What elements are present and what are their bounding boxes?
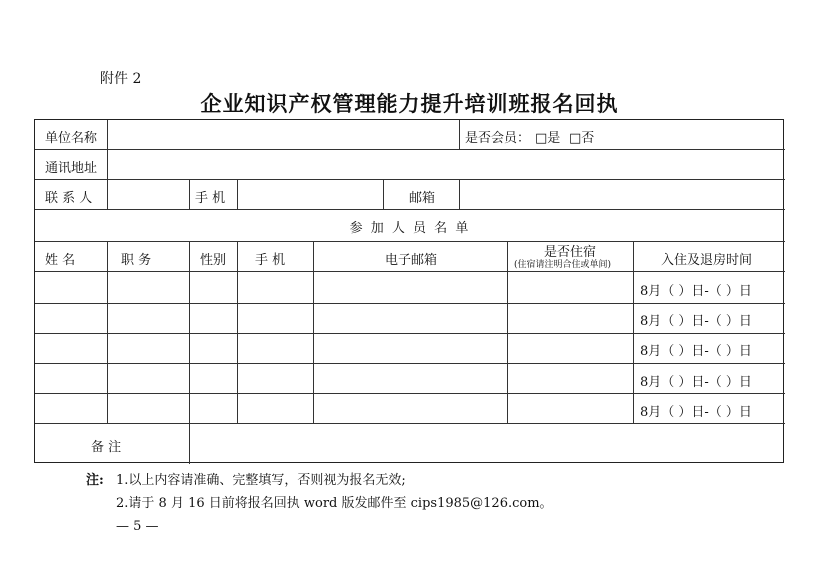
member-yes-checkbox[interactable]: □是 [535, 131, 561, 146]
checkin-dates-cell: 8月（ ）日-（ ）日 [640, 405, 752, 420]
note-line-2: 2.请于 8 月 16 日前将报名回执 word 版发邮件至 cips1985@126.com。 [116, 496, 553, 511]
unit-name-label: 单位名称 [45, 131, 98, 146]
notes-label: 注: [86, 473, 104, 488]
col-divider [507, 241, 508, 423]
col-lodging-note: (住宿请注明合住或单间) [514, 260, 612, 270]
checkin-dates-cell: 8月（ ）日-（ ）日 [640, 344, 752, 359]
col-phone-header: 手 机 [255, 253, 286, 268]
col-title-header: 职 务 [121, 253, 152, 268]
row-divider [35, 423, 785, 424]
contact-label: 联 系 人 [45, 191, 93, 206]
row-divider [35, 393, 785, 394]
checkin-dates-cell: 8月（ ）日-（ ）日 [640, 284, 752, 299]
col-divider [383, 179, 384, 209]
email-label: 邮箱 [409, 191, 436, 206]
col-divider [633, 241, 634, 423]
col-name-header: 姓 名 [45, 253, 76, 268]
row-divider [35, 209, 785, 210]
col-gender-header: 性别 [200, 253, 227, 268]
phone-label: 手 机 [195, 191, 226, 206]
col-divider [189, 179, 190, 209]
col-divider [189, 241, 190, 464]
col-divider [237, 241, 238, 423]
row-divider [35, 149, 785, 150]
page-number: — 5 — [116, 519, 159, 534]
checkin-dates-cell: 8月（ ）日-（ ）日 [640, 375, 752, 390]
note-line-1: 1.以上内容请准确、完整填写，否则视为报名无效; [116, 473, 406, 488]
col-divider [459, 179, 460, 209]
form-title: 企业知识产权管理能力提升培训班报名回执 [200, 91, 619, 116]
roster-heading: 参 加 人 员 名 单 [349, 221, 471, 236]
col-divider [237, 179, 238, 209]
col-divider [313, 241, 314, 423]
address-label: 通讯地址 [45, 161, 98, 176]
member-question-label: 是否会员： [465, 131, 531, 146]
registration-form-table [34, 119, 784, 463]
col-divider [107, 241, 108, 423]
col-divider [107, 120, 108, 209]
col-email-header: 电子邮箱 [385, 253, 438, 268]
attachment-label: 附件 2 [100, 71, 142, 87]
row-divider [35, 363, 785, 364]
row-divider [35, 241, 785, 242]
row-divider [35, 179, 785, 180]
remarks-label: 备 注 [91, 440, 122, 455]
member-no-checkbox[interactable]: □否 [569, 131, 595, 146]
checkin-dates-cell: 8月（ ）日-（ ）日 [640, 314, 752, 329]
row-divider [35, 333, 785, 334]
row-divider [35, 303, 785, 304]
col-checkin-header: 入住及退房时间 [661, 253, 753, 268]
row-divider [35, 271, 785, 272]
col-lodging-header: 是否住宿 [544, 245, 597, 260]
col-divider [459, 120, 460, 149]
